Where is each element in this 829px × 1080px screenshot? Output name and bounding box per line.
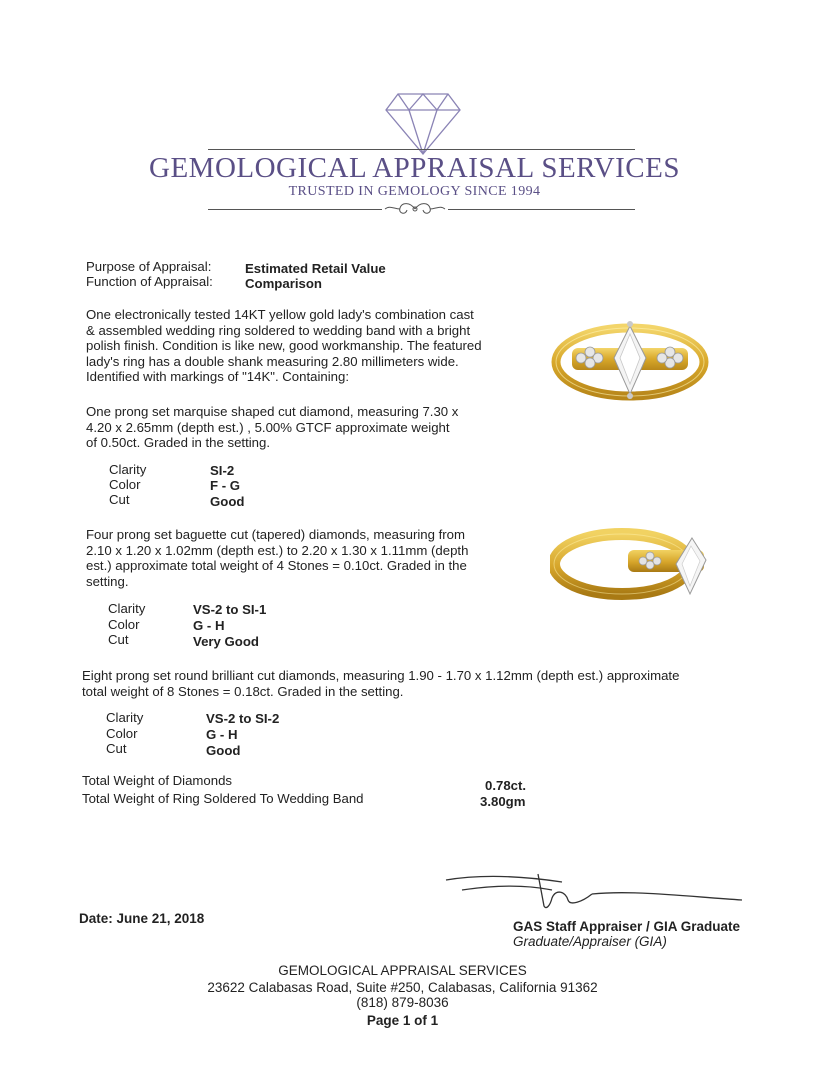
grade-label: Color xyxy=(106,726,138,741)
footer-address: 23622 Calabasas Road, Suite #250, Calabasas, California 91362 xyxy=(207,980,598,995)
grade-label: Cut xyxy=(108,632,129,647)
ring-photo-side-view xyxy=(550,516,720,606)
ornament-flourish-icon xyxy=(382,199,448,219)
appraiser-subtitle: Graduate/Appraiser (GIA) xyxy=(513,934,667,949)
company-tagline: TRUSTED IN GEMOLOGY SINCE 1994 xyxy=(288,184,541,199)
total-ring-weight-label: Total Weight of Ring Soldered To Wedding Band xyxy=(82,791,364,806)
function-value: Comparison xyxy=(245,276,322,291)
grade-label: Cut xyxy=(109,492,130,507)
purpose-label: Purpose of Appraisal: xyxy=(86,259,212,274)
stone-line: 4.20 x 2.65mm (depth est.) , 5.00% GTCF approximate weight xyxy=(86,419,450,435)
grade-value: G - H xyxy=(193,618,225,633)
stone-line: Four prong set baguette cut (tapered) diamonds, measuring from xyxy=(86,527,465,542)
grade-value: VS-2 to SI-2 xyxy=(206,711,280,726)
diamond-logo-icon xyxy=(384,88,462,158)
total-diamonds-value: 0.78ct. xyxy=(485,778,527,793)
grade-label: Clarity xyxy=(106,710,144,725)
grade-value: Good xyxy=(206,743,241,758)
stone-2-description xyxy=(86,527,468,589)
signature-scribble xyxy=(442,870,752,916)
company-name: GEMOLOGICAL APPRAISAL SERVICES xyxy=(149,152,680,184)
description-line: Identified with markings of "14K". Containing: xyxy=(86,369,349,385)
grade-value: G - H xyxy=(206,727,238,742)
footer-phone: (818) 879-8036 xyxy=(356,995,449,1010)
grade-value: Very Good xyxy=(193,634,259,649)
stone-line: total weight of 8 Stones = 0.18ct. Graded in the setting. xyxy=(82,683,404,699)
total-ring-weight-value: 3.80gm xyxy=(480,794,526,809)
ring-description xyxy=(86,307,482,385)
appraisal-date: Date: June 21, 2018 xyxy=(79,911,205,926)
description-line: One electronically tested 14KT yellow gold lady's combination cast xyxy=(86,307,474,322)
grade-label: Cut xyxy=(106,741,127,756)
function-label: Function of Appraisal: xyxy=(86,274,213,289)
description-line: lady's ring has a double shank measuring 2.80 millimeters wide. xyxy=(86,353,459,369)
stone-line: setting. xyxy=(86,573,129,589)
stone-line: 2.10 x 1.20 x 1.02mm (depth est.) to 2.20 x 1.30 x 1.11mm (depth xyxy=(86,542,469,558)
stone-line: Eight prong set round brilliant cut diamonds, measuring 1.90 - 1.70 x 1.12mm (depth est.) approximate xyxy=(82,668,680,683)
grade-value: SI-2 xyxy=(210,463,235,478)
stone-3-description xyxy=(82,668,679,699)
grade-label: Clarity xyxy=(109,462,147,477)
header-rule-top xyxy=(208,149,635,150)
grade-value: VS-2 to SI-1 xyxy=(193,602,267,617)
total-diamonds-label: Total Weight of Diamonds xyxy=(82,773,233,788)
grade-label: Color xyxy=(109,477,141,492)
grade-label: Clarity xyxy=(108,601,146,616)
appraiser-title: GAS Staff Appraiser / GIA Graduate xyxy=(513,919,741,934)
grade-value: Good xyxy=(210,494,245,509)
grade-value: F - G xyxy=(210,478,241,493)
grade-label: Color xyxy=(108,617,140,632)
footer-company: GEMOLOGICAL APPRAISAL SERVICES xyxy=(278,963,527,978)
description-line: polish finish. Condition is like new, good workmanship. The featured xyxy=(86,338,482,354)
stone-line: est.) approximate total weight of 4 Stones = 0.10ct. Graded in the xyxy=(86,558,467,574)
ring-photo-top-view xyxy=(550,300,710,410)
description-line: & assembled wedding ring soldered to wedding band with a bright xyxy=(86,322,471,338)
stone-line: of 0.50ct. Graded in the setting. xyxy=(86,435,271,451)
page-number: Page 1 of 1 xyxy=(366,1013,439,1028)
purpose-value: Estimated Retail Value xyxy=(245,261,386,276)
stone-line: One prong set marquise shaped cut diamond, measuring 7.30 x xyxy=(86,404,459,419)
stone-1-description xyxy=(86,404,458,451)
